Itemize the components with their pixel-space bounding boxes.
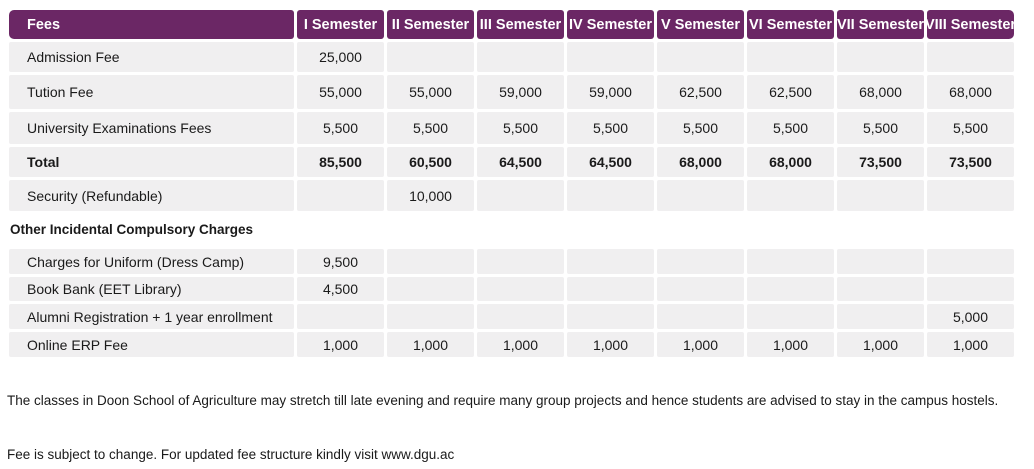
fee-cell (747, 42, 834, 72)
fee-cell: 25,000 (297, 42, 384, 72)
fee-cell: 60,500 (387, 147, 474, 177)
charge-cell: 1,000 (927, 332, 1014, 357)
fee-cell: 5,500 (837, 112, 924, 144)
fee-cell: 64,500 (567, 147, 654, 177)
fee-cell (657, 180, 744, 211)
fee-cell: 68,000 (657, 147, 744, 177)
charge-cell (477, 277, 564, 301)
charge-cell: 9,500 (297, 249, 384, 274)
fee-row-label: Admission Fee (9, 42, 294, 72)
charge-cell: 1,000 (657, 332, 744, 357)
fee-cell: 73,500 (837, 147, 924, 177)
fee-cell: 5,500 (927, 112, 1014, 144)
fee-table (9, 10, 1017, 211)
fee-cell: 68,000 (837, 75, 924, 109)
fee-cell: 59,000 (477, 75, 564, 109)
fee-cell: 85,500 (297, 147, 384, 177)
semester-column-header: IV Semester (567, 10, 654, 39)
semester-column-header: VIII Semester (927, 10, 1014, 39)
semester-column-header: I Semester (297, 10, 384, 39)
fee-cell (387, 42, 474, 72)
charge-cell: 1,000 (297, 332, 384, 357)
fee-cell: 5,500 (297, 112, 384, 144)
fee-row-label: Tution Fee (9, 75, 294, 109)
fee-cell (837, 180, 924, 211)
fee-cell: 62,500 (747, 75, 834, 109)
charge-cell (387, 277, 474, 301)
fee-cell (477, 42, 564, 72)
charge-cell (927, 249, 1014, 274)
semester-column-header: III Semester (477, 10, 564, 39)
charge-cell (837, 277, 924, 301)
charge-cell (477, 249, 564, 274)
fee-cell: 55,000 (297, 75, 384, 109)
fee-cell (927, 180, 1014, 211)
hostel-note: The classes in Doon School of Agriculture may stretch till late evening and require many group projects and hence students are advised to stay in the campus hostels. (7, 393, 999, 408)
semester-column-header: V Semester (657, 10, 744, 39)
fee-cell: 10,000 (387, 180, 474, 211)
fee-cell: 62,500 (657, 75, 744, 109)
charge-row-label: Charges for Uniform (Dress Camp) (9, 249, 294, 274)
charge-cell: 1,000 (387, 332, 474, 357)
fee-cell (477, 180, 564, 211)
charge-row-label: Online ERP Fee (9, 332, 294, 357)
charge-cell: 1,000 (477, 332, 564, 357)
fee-cell (657, 42, 744, 72)
charge-row-label: Alumni Registration + 1 year enrollment (9, 304, 294, 329)
fee-row-label: University Examinations Fees (9, 112, 294, 144)
fee-cell (837, 42, 924, 72)
fee-cell: 59,000 (567, 75, 654, 109)
fee-cell: 5,500 (747, 112, 834, 144)
charge-cell (567, 249, 654, 274)
charge-cell (387, 249, 474, 274)
charge-cell (747, 249, 834, 274)
semester-column-header: II Semester (387, 10, 474, 39)
other-charges-table (9, 249, 1014, 357)
fee-cell (927, 42, 1014, 72)
fee-cell: 5,500 (657, 112, 744, 144)
fee-row-label: Total (9, 147, 294, 177)
fee-cell (747, 180, 834, 211)
charge-cell (837, 304, 924, 329)
fee-cell: 68,000 (927, 75, 1014, 109)
fee-cell: 5,500 (387, 112, 474, 144)
charge-cell: 4,500 (297, 277, 384, 301)
semester-column-header: VII Semester (837, 10, 924, 39)
charge-cell (747, 304, 834, 329)
charge-cell: 1,000 (837, 332, 924, 357)
charge-cell (567, 304, 654, 329)
fee-cell (567, 180, 654, 211)
fee-cell: 73,500 (927, 147, 1014, 177)
fee-change-note: Fee is subject to change. For updated fee structure kindly visit www.dgu.ac (7, 447, 455, 462)
charge-cell (657, 277, 744, 301)
fee-row-label: Security (Refundable) (9, 180, 294, 211)
charge-cell (567, 277, 654, 301)
charge-cell (837, 249, 924, 274)
fee-cell: 5,500 (477, 112, 564, 144)
fee-cell: 64,500 (477, 147, 564, 177)
fee-cell: 68,000 (747, 147, 834, 177)
semester-column-header: VI Semester (747, 10, 834, 39)
fee-cell (297, 180, 384, 211)
other-charges-title: Other Incidental Compulsory Charges (10, 222, 254, 237)
charge-cell: 1,000 (567, 332, 654, 357)
charge-cell (747, 277, 834, 301)
charge-cell (657, 249, 744, 274)
charge-row-label: Book Bank (EET Library) (9, 277, 294, 301)
charge-cell (477, 304, 564, 329)
charge-cell (297, 304, 384, 329)
charge-cell (657, 304, 744, 329)
charge-cell: 1,000 (747, 332, 834, 357)
fee-cell (567, 42, 654, 72)
fee-cell: 55,000 (387, 75, 474, 109)
fee-cell: 5,500 (567, 112, 654, 144)
charge-cell: 5,000 (927, 304, 1014, 329)
charge-cell (387, 304, 474, 329)
charge-cell (927, 277, 1014, 301)
fees-column-header: Fees (9, 10, 294, 39)
